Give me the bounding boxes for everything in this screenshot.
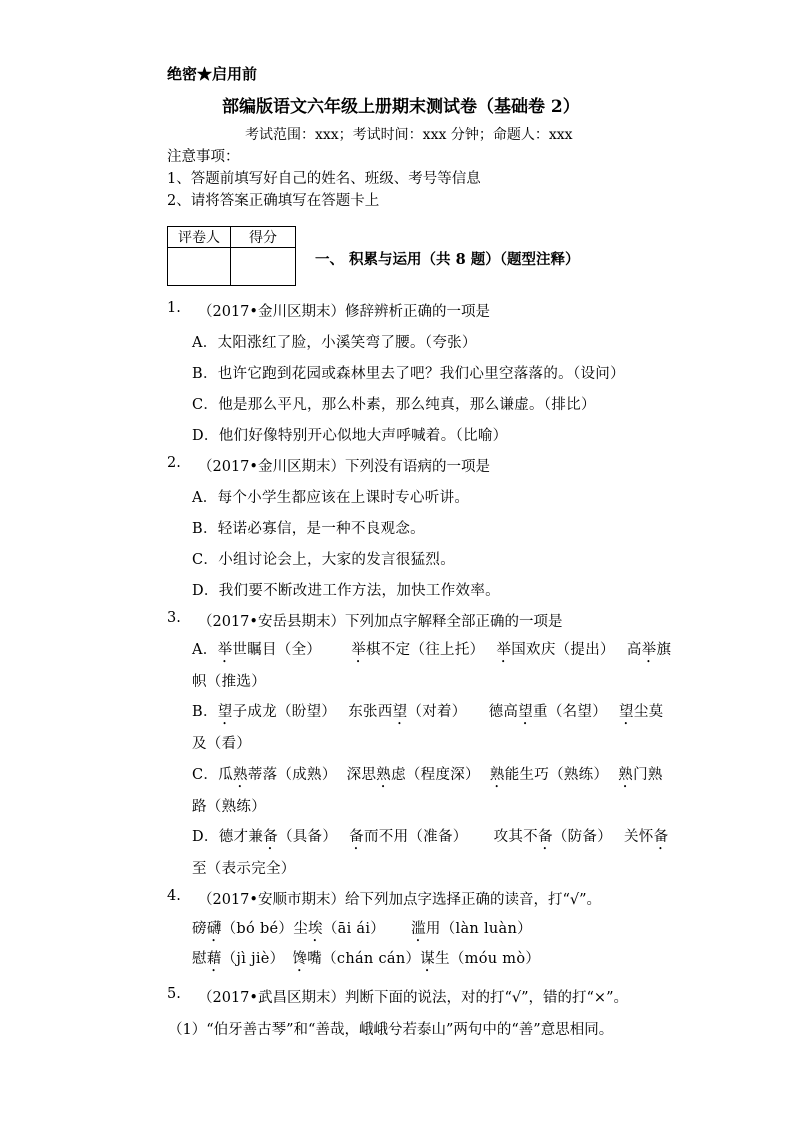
dotted-char: 望 [518, 704, 534, 720]
dotted-char: 举 [641, 642, 657, 658]
option-b: B．也许它跑到花园或森林里去了吧？我们心里空落落的。（设问） [192, 366, 625, 382]
question-stem: （2017•金川区期末）下列没有语病的一项是 [198, 459, 490, 475]
option-d: D．他们好像特别开心似地大声呼喊着。（比喻） [192, 428, 508, 444]
term: 滥用（làn luàn） [411, 921, 532, 937]
dotted-char: 望 [217, 704, 233, 720]
option-label: C． [192, 767, 219, 783]
term: 磅礴（bó bé）尘埃（āi ái） [192, 921, 386, 937]
option-d-continued: 至（表示完全） [192, 861, 296, 877]
exam-info: 考试范围：xxx；考试时间：xxx 分钟；命题人：xxx [245, 127, 573, 143]
score-table-grader-cell[interactable] [168, 248, 231, 286]
option-c [192, 763, 663, 791]
option-a-continued: 帜（推选） [192, 674, 266, 690]
term: 慰藉（jì jiè） [192, 951, 285, 967]
term: 瓜熟蒂落（成熟） [218, 767, 337, 783]
term: 攻其不备（防备） [493, 829, 612, 845]
score-table-score-cell[interactable] [231, 248, 296, 286]
option-label: A． [192, 642, 218, 658]
dotted-char: 熟 [233, 767, 248, 783]
dotted-char: 备 [263, 829, 278, 845]
dotted-char: 举 [217, 642, 233, 658]
option-c-continued: 路（熟练） [192, 799, 266, 815]
term: 东张西望（对着） [348, 704, 467, 720]
score-table [167, 226, 296, 286]
dotted-char: 熟 [618, 767, 634, 783]
question-stem: （2017•安岳县期末）下列加点字解释全部正确的一项是 [198, 614, 563, 630]
term: 馋嘴（chán cán） [292, 951, 421, 967]
notes-item-2: 2、请将答案正确填写在答题卡上 [167, 193, 380, 209]
term: 望子成龙（盼望） [217, 704, 337, 720]
dotted-char: 藉 [206, 951, 222, 967]
dotted-char: 滥 [411, 921, 426, 937]
dotted-char: 举 [496, 642, 512, 658]
option-label: B． [192, 704, 218, 720]
term: 望尘莫 [619, 704, 664, 720]
dotted-char: 备 [537, 829, 553, 845]
option-d: D．我们要不断改进工作方法，加快工作效率。 [192, 583, 500, 599]
option-a: A．每个小学生都应该在上课时专心听讲。 [192, 490, 470, 506]
pinyin-row-2 [192, 947, 540, 975]
option-c: C．小组讨论会上，大家的发言很猛烈。 [192, 552, 455, 568]
option-a [192, 638, 671, 666]
statement-1: （1）“伯牙善古琴”和“善哉，峨峨兮若泰山”两句中的“善”意思相同。 [168, 1022, 614, 1038]
term: 举国欢庆（提出） [496, 642, 615, 658]
question-stem: （2017•安顺市期末）给下列加点字选择正确的读音，打“√”。 [198, 892, 602, 908]
question-number: 5. [167, 986, 181, 1002]
term: 德高望重（名望） [488, 704, 608, 720]
term: 备而不用（准备） [349, 829, 468, 845]
option-a: A．太阳涨红了脸，小溪笑弯了腰。（夸张） [192, 335, 477, 351]
dotted-char: 礴 [206, 921, 222, 937]
dotted-char: 埃 [308, 921, 323, 937]
term: 谋生（móu mò） [420, 951, 541, 967]
dotted-char: 馋 [292, 951, 308, 967]
option-b: B．轻诺必寡信，是一种不良观念。 [192, 521, 425, 537]
term: 举世瞩目（全） [217, 642, 322, 658]
dotted-char: 望 [619, 704, 634, 720]
term: 熟门熟 [618, 767, 663, 783]
question-stem: （2017•金川区期末）修辞辨析正确的一项是 [198, 304, 490, 320]
pinyin-row-1 [192, 917, 532, 945]
question-number: 1. [167, 300, 181, 316]
notes-item-1: 1、答题前填写好自己的姓名、班级、考号等信息 [167, 171, 481, 187]
score-table-score-header: 得分 [231, 227, 296, 248]
option-b [192, 700, 663, 728]
score-table-grader-header: 评卷人 [168, 227, 231, 248]
term: 熟能生巧（熟练） [489, 767, 609, 783]
option-b-continued: 及（看） [192, 736, 252, 752]
term: 举棋不定（往上托） [351, 642, 485, 658]
question-number: 2. [167, 455, 181, 471]
dotted-char: 谋 [420, 951, 436, 967]
option-d [192, 825, 668, 853]
term: 高举旗 [626, 642, 672, 658]
secret-label: 绝密★启用前 [167, 65, 258, 83]
option-c: C．他是那么平凡，那么朴素，那么纯真，那么谦虚。（排比） [192, 397, 596, 413]
option-label: D． [192, 829, 219, 845]
dotted-char: 熟 [489, 767, 505, 783]
dotted-char: 举 [351, 642, 367, 658]
term: 德才兼备（具备） [218, 829, 338, 845]
notes-heading: 注意事项： [167, 149, 240, 165]
section-title: 一、 积累与运用（共 8 题）（题型注释） [315, 251, 580, 268]
term: 深思熟虑（程度深） [346, 767, 480, 783]
question-number: 4. [167, 888, 181, 904]
dotted-char: 熟 [376, 767, 392, 783]
question-stem: （2017•武昌区期末）判断下面的说法，对的打“√”，错的打“×”。 [198, 990, 628, 1006]
term: 关怀备 [624, 829, 669, 845]
question-number: 3. [167, 610, 181, 626]
dotted-char: 备 [653, 829, 669, 845]
dotted-char: 望 [392, 704, 408, 720]
page-title: 部编版语文六年级上册期末测试卷（基础卷 2） [222, 97, 580, 117]
dotted-char: 备 [349, 829, 364, 845]
